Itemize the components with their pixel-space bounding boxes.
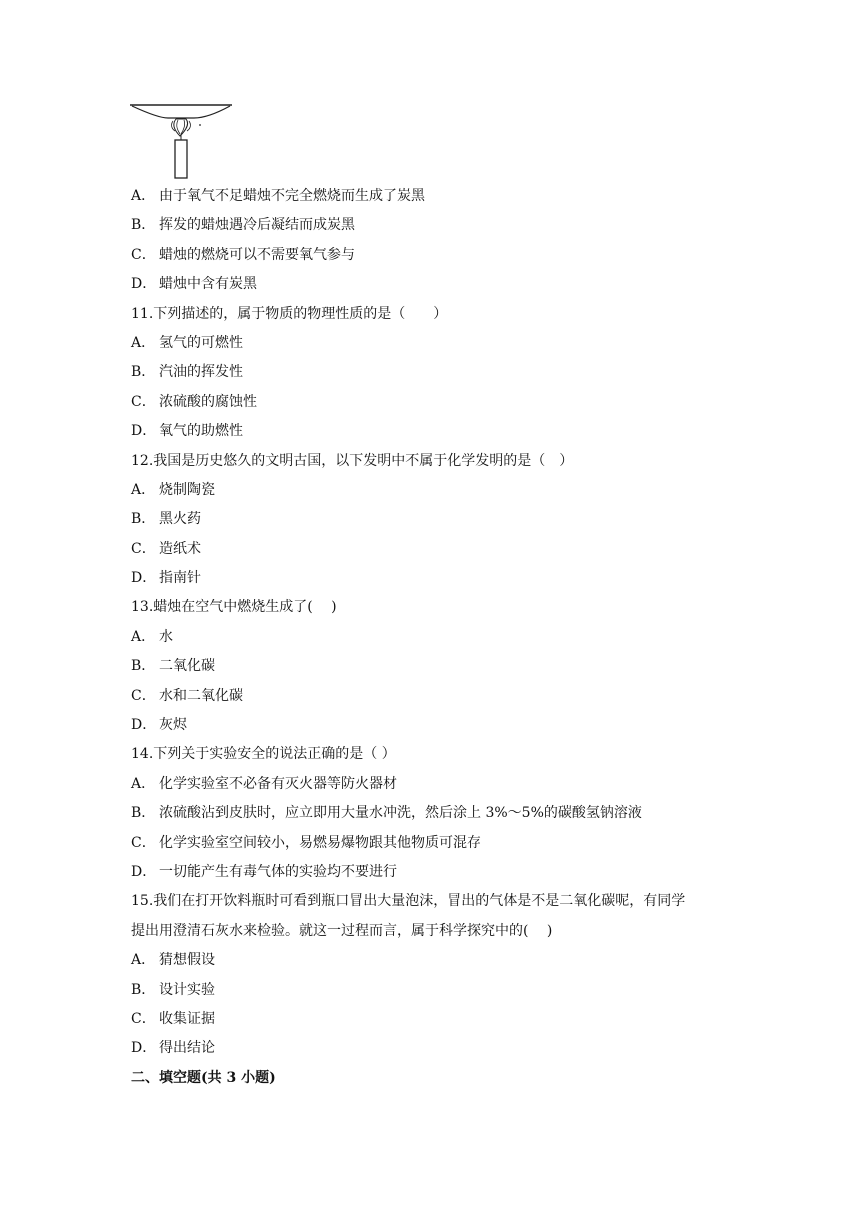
q11-option-c: C． 浓硫酸的腐蚀性 (131, 393, 257, 410)
q15-option-b: B． 设计实验 (131, 981, 215, 998)
q15-option-a: A． 猜想假设 (131, 952, 215, 969)
q12-option-b: B． 黑火药 (131, 511, 201, 528)
q14-option-a: A． 化学实验室不必备有灭火器等防火器材 (131, 775, 397, 792)
q10-option-c: C． 蜡烛的燃烧可以不需要氧气参与 (131, 246, 355, 263)
q10-option-d: D． 蜡烛中含有炭黑 (131, 276, 257, 293)
q15-stem-line-1: 15.我们在打开饮料瓶时可看到瓶口冒出大量泡沫，冒出的气体是不是二氧化碳呢，有同学 (131, 893, 686, 910)
q13-option-a: A． 水 (131, 628, 173, 645)
q13-option-c: C． 水和二氧化碳 (131, 687, 243, 704)
q14-option-b: B． 浓硫酸沾到皮肤时，应立即用大量水冲洗，然后涂上 3%～5%的碳酸氢钠溶液 (131, 805, 642, 822)
q13-option-b: B． 二氧化碳 (131, 658, 215, 675)
q14-stem: 14.下列关于实验安全的说法正确的是（ ） (131, 746, 396, 763)
q11-option-d: D． 氧气的助燃性 (131, 423, 243, 440)
q10-option-b: B． 挥发的蜡烛遇冷后凝结而成炭黑 (131, 217, 355, 234)
q11-option-a: A． 氢气的可燃性 (131, 334, 243, 351)
q14-option-c: C． 化学实验室空间较小，易燃易爆物跟其他物质可混存 (131, 834, 481, 851)
q12-stem: 12.我国是历史悠久的文明古国，以下发明中不属于化学发明的是（ ） (131, 452, 574, 469)
q10-option-a: A． 由于氧气不足蜡烛不完全燃烧而生成了炭黑 (131, 188, 425, 204)
q12-option-c: C． 造纸术 (131, 540, 201, 557)
section-heading: 二、填空题(共 3 小题) (131, 1069, 276, 1086)
question-list (131, 186, 751, 1097)
q11-option-b: B． 汽油的挥发性 (131, 364, 243, 381)
q12-option-d: D． 指南针 (131, 570, 201, 587)
q15-option-d: D． 得出结论 (131, 1040, 215, 1057)
q13-stem: 13.蜡烛在空气中燃烧生成了( ) (131, 599, 337, 616)
q11-stem: 11.下列描述的，属于物质的物理性质的是（ ） (131, 305, 448, 322)
q15-stem-line-2: 提出用澄清石灰水来检验。就这一过程而言，属于科学探究中的( ) (131, 922, 553, 939)
candle-under-plate-figure (128, 100, 234, 180)
q13-option-d: D． 灰烬 (131, 717, 187, 734)
q14-option-d: D． 一切能产生有毒气体的实验均不要进行 (131, 863, 397, 880)
q12-option-a: A． 烧制陶瓷 (131, 481, 215, 498)
q15-option-c: C． 收集证据 (131, 1010, 215, 1027)
